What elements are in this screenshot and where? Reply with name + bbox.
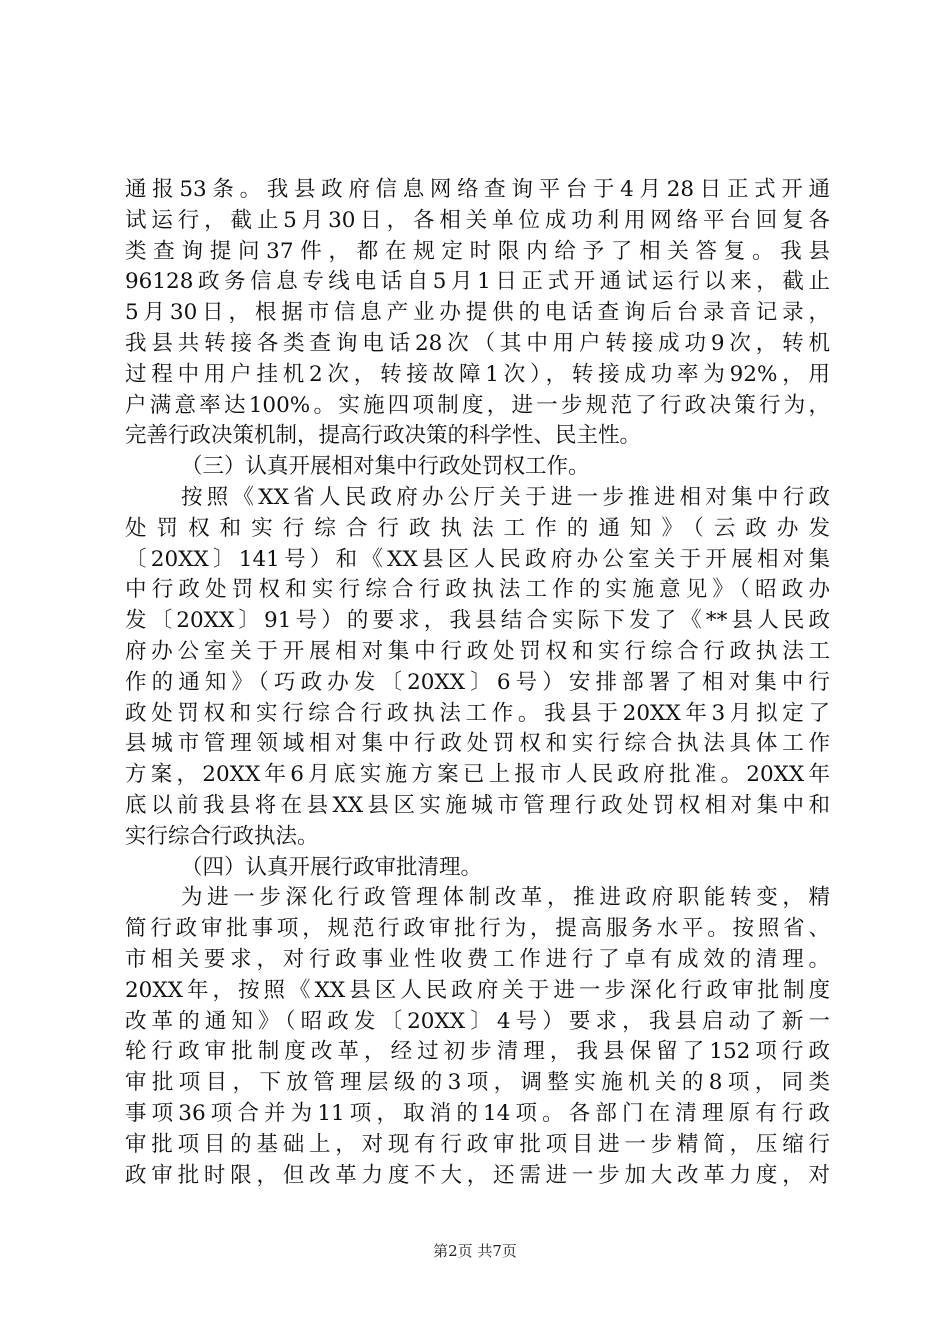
text-line: 〔20XX〕141号）和《XX县区人民政府办公室关于开展相对集 — [125, 546, 830, 572]
text-line: 发〔20XX〕91号）的要求，我县结合实际下发了《**县人民政 — [125, 608, 830, 634]
text-line: 事项36项合并为11项，取消的14项。各部门在清理原有行政 — [125, 1100, 830, 1126]
text-line: 作的通知》（巧政办发〔20XX〕6号）安排部署了相对集中行 — [125, 669, 830, 695]
text-line: 20XX年，按照《XX县区人民政府关于进一步深化行政审批制度 — [125, 977, 830, 1003]
text-line: 实行综合行政执法。 — [125, 823, 319, 849]
text-line: 市相关要求，对行政事业性收费工作进行了卓有成效的清理。 — [125, 946, 830, 972]
text-line: 按照《XX省人民政府办公厅关于进一步推进相对集中行政 — [181, 484, 830, 510]
text-line: 我县共转接各类查询电话28次（其中用户转接成功9次，转机 — [125, 330, 830, 356]
text-line: 轮行政审批制度改革，经过初步清理，我县保留了152项行政 — [125, 1039, 830, 1065]
text-line: 审批项目，下放管理层级的3项，调整实施机关的8项，同类 — [125, 1070, 830, 1096]
text-line: 类查询提问37件，都在规定时限内给予了相关答复。我县 — [125, 238, 830, 264]
text-line: 政审批时限，但改革力度不大，还需进一步加大改革力度，对 — [125, 1162, 830, 1188]
text-line: 审批项目的基础上，对现有行政审批项目进一步精简，压缩行 — [125, 1131, 830, 1157]
section-heading: （四）认真开展行政审批清理。 — [181, 854, 483, 880]
text-line: 为进一步深化行政管理体制改革，推进政府职能转变，精 — [181, 885, 830, 911]
text-line: 中行政处罚权和实行综合行政执法工作的实施意见》（昭政办 — [125, 577, 830, 603]
document-body — [125, 175, 830, 1191]
text-line: 过程中用户挂机2次，转接故障1次），转接成功率为92%，用 — [125, 361, 830, 387]
text-line: 县城市管理领域相对集中行政处罚权和实行综合执法具体工作 — [125, 731, 830, 757]
text-line: 政处罚权和实行综合行政执法工作。我县于20XX年3月拟定了 — [125, 700, 830, 726]
page-number-footer: 第2页 共7页 — [433, 1242, 517, 1260]
text-line: 户满意率达100%。实施四项制度，进一步规范了行政决策行为， — [125, 392, 830, 418]
text-line: 试运行，截止5月30日，各相关单位成功利用网络平台回复各 — [125, 207, 830, 233]
text-line: 处罚权和实行综合行政执法工作的通知》（云政办发 — [125, 515, 830, 541]
text-line: 简行政审批事项，规范行政审批行为，提高服务水平。按照省、 — [125, 916, 830, 942]
text-line: 府办公室关于开展相对集中行政处罚权和实行综合行政执法工 — [125, 638, 830, 664]
text-line: 通报53条。我县政府信息网络查询平台于4月28日正式开通 — [125, 177, 830, 202]
text-line: 改革的通知》（昭政发〔20XX〕4号）要求，我县启动了新一 — [125, 1008, 830, 1034]
text-line: 方案，20XX年6月底实施方案已上报市人民政府批准。20XX年 — [125, 762, 830, 788]
text-line: 完善行政决策机制，提高行政决策的科学性、民主性。 — [125, 423, 642, 449]
text-line: 底以前我县将在县XX县区实施城市管理行政处罚权相对集中和 — [125, 792, 830, 818]
section-heading: （三）认真开展相对集中行政处罚权工作。 — [181, 454, 590, 480]
text-line: 96128政务信息专线电话自5月1日正式开通试运行以来，截止 — [125, 269, 830, 295]
text-line: 5月30日，根据市信息产业办提供的电话查询后台录音记录， — [125, 300, 830, 326]
